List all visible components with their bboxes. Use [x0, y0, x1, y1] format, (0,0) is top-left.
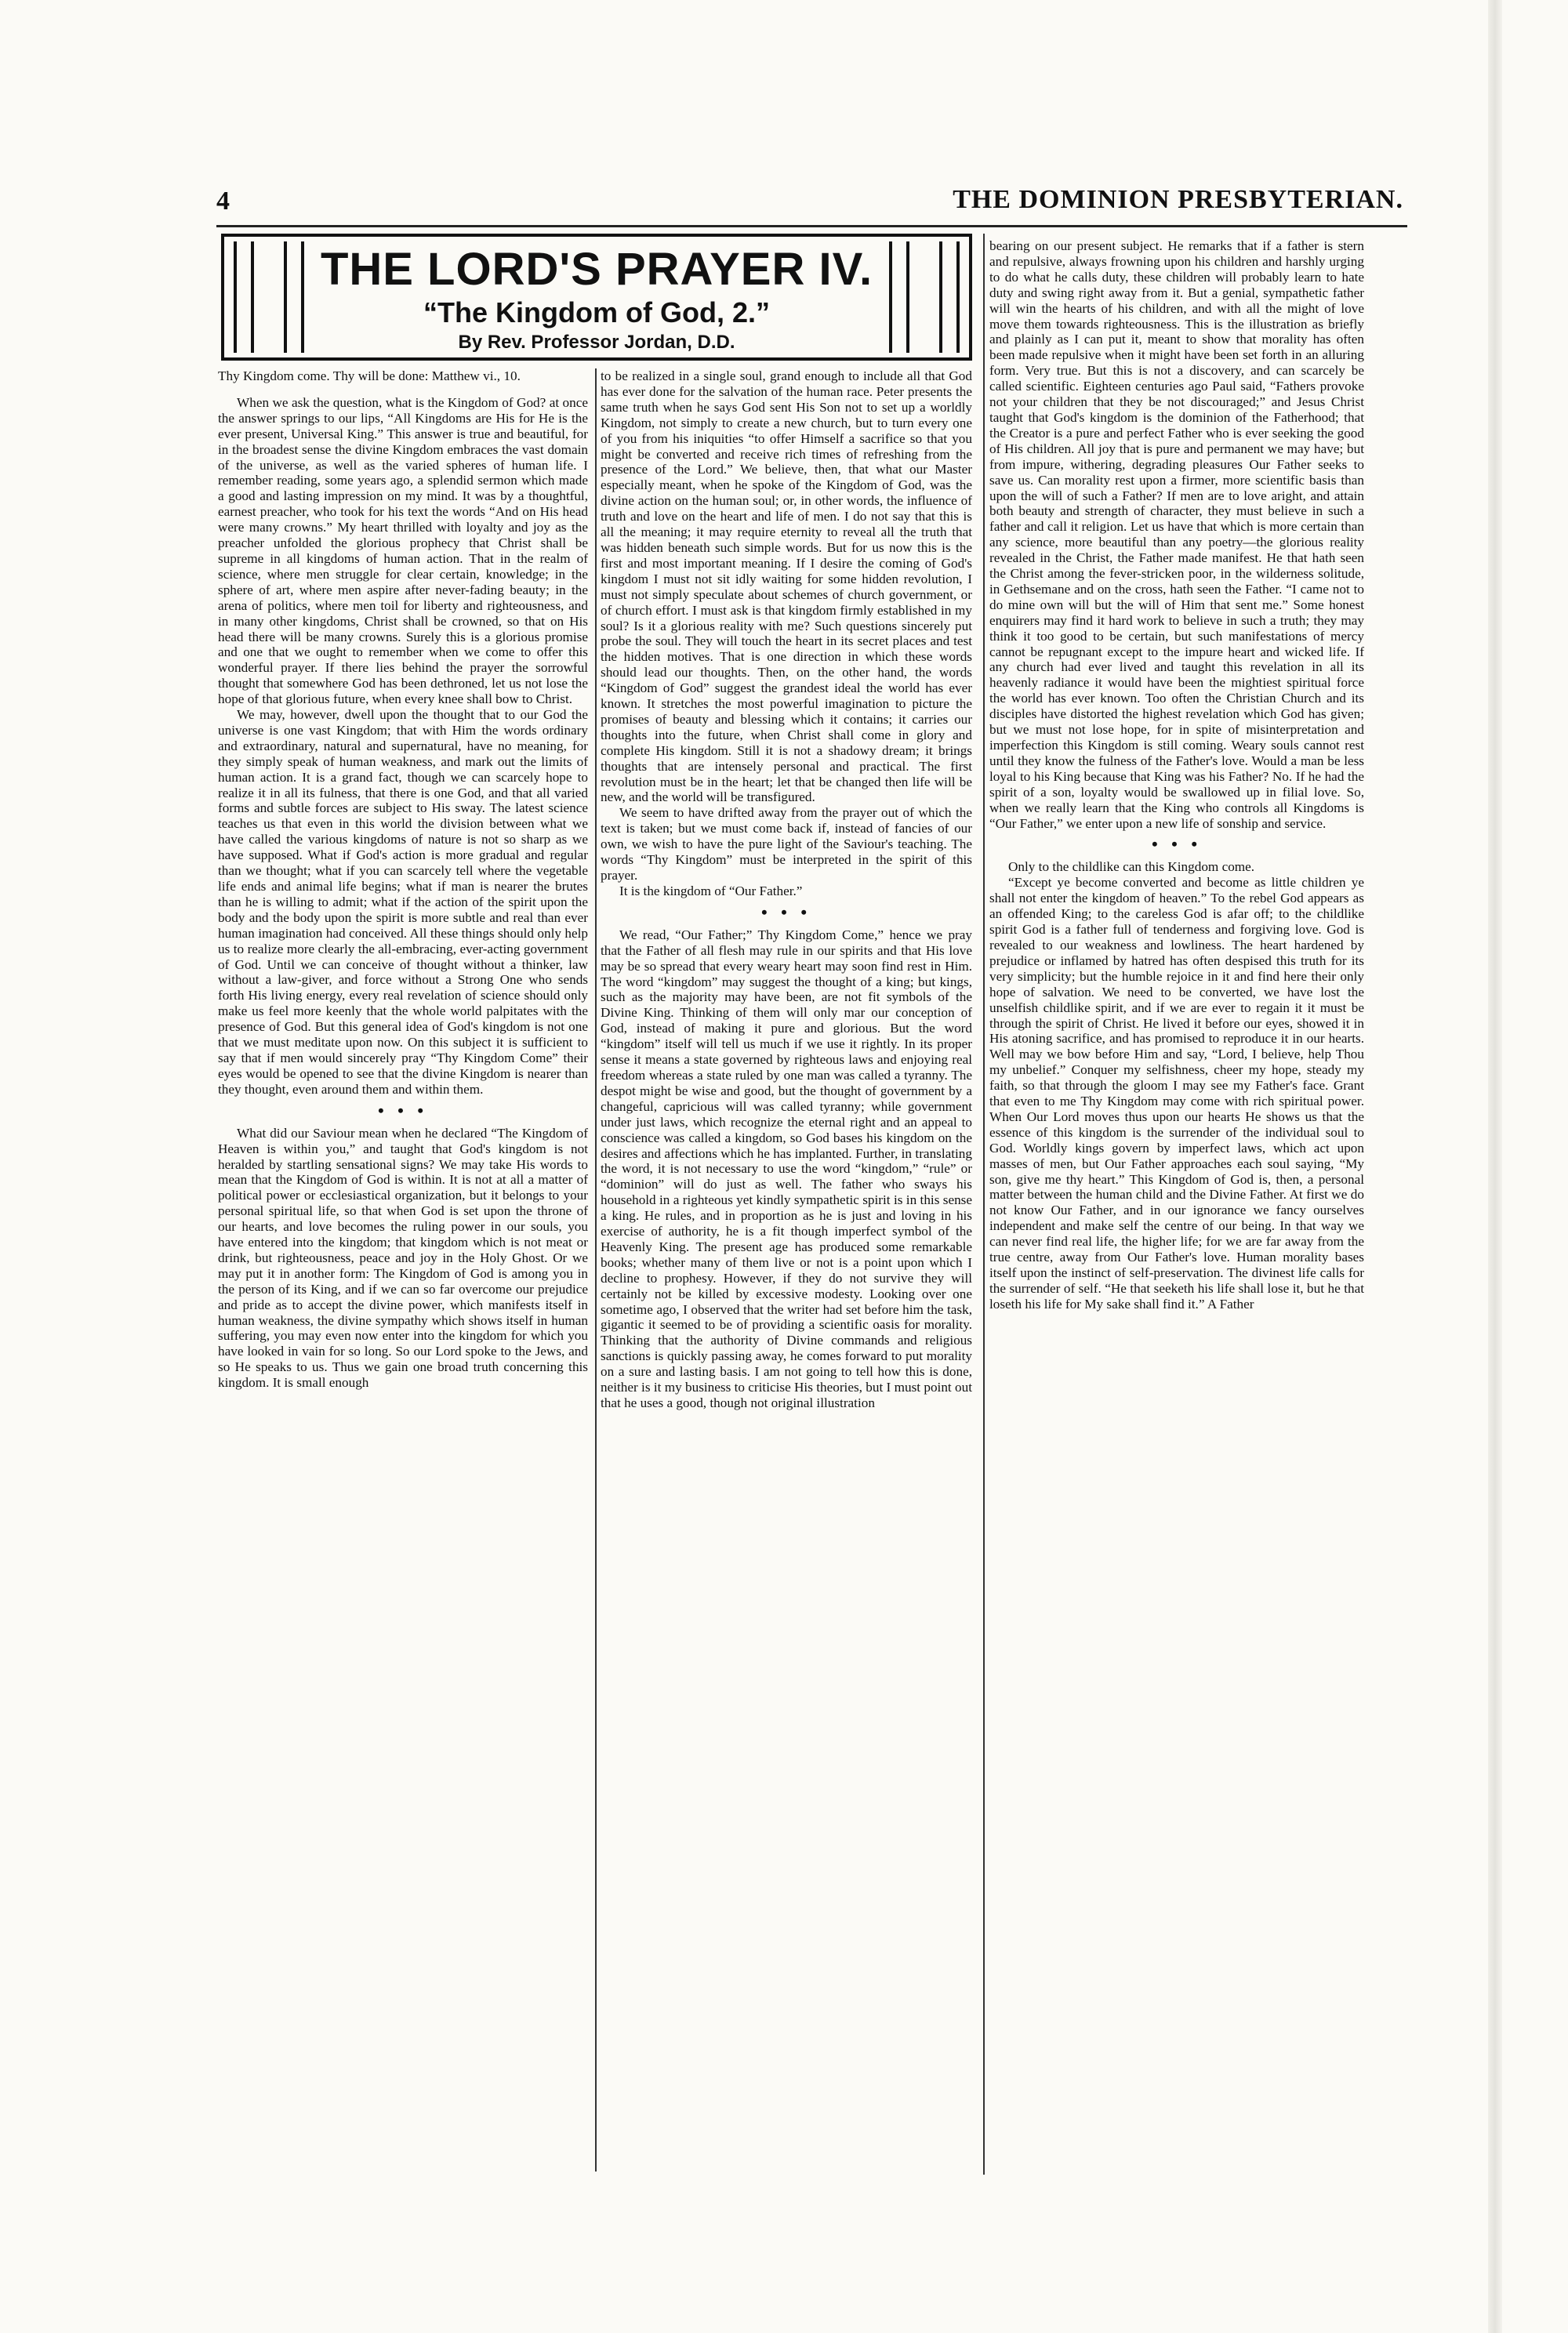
paragraph: When we ask the question, what is the Kingdom of God? at once the answer springs to our lips, “All Kingdoms are His for He is the ever present, Universal King.” This answer is true and beautiful, for in the broadest sense the divine Kingdom embraces the vast domain of the universe, as well as the varied spheres of human life. I remember reading, some years ago, a splendid sermon which made a good and lasting impression on my mind. It was by a thoughtful, earnest preacher, who took for his text the words “And on His head were many crowns.” My heart thrilled with loyalty and joy as the preacher unfolded the glorious prophecy that Christ shall be supreme in all kingdoms of human action. That in the realm of science, where men struggle for clear certain, knowledge; in the sphere of art, where men aspire after never-fading beauty; in the arena of politics, where men toil for liberty and righteousness, and in many other kingdoms, Christ shall be crowned, so that on His head there will be many crowns. Surely this is a glorious promise and one that we ought to remember when we come to offer this wonderful prayer. If there lies behind the prayer the sorrowful thought that somewhere God has been dethroned, let us not lose the hope of that glorious future, when every knee shall bow to Christ. — [218, 394, 588, 707]
paragraph: We seem to have drifted away from the prayer out of which the text is taken; but we must come back if, instead of fancies of our own, we wish to have the pure light of the Saviour's teaching. The words “Thy Kingdom” must be interpreted in the spirit of this prayer. — [601, 805, 972, 883]
title-border-ornament — [939, 241, 960, 353]
page-number: 4 — [216, 187, 230, 216]
paragraph: We may, however, dwell upon the thought that to our God the universe is one vast Kingdom; that with Him the words ordinary and extraordinary, natural and supernatural, have no meaning, for they simply speak of human weakness, and mark out the limits of human action. It is a grand fact, though we can scarcely hope to realize it in all its fulness, that there is one God, and that all varied forms and subtle forces are subject to His sway. The latest science teaches us that even in this world the division between what we have called the various kingdoms of nature is not so sharp as we have supposed. What if God's action is more gradual and regular than we thought; what if you can scarcely tell where the vegetable life ends and animal life begins; what if man is nearer the brutes than he is willing to admit; what if the action of the spirit upon the body and the body upon the spirit is more subtle and real than ever human imagination had conceived. All these things should only help us to realize more clearly the all-embracing, ever-acting government of God. Until we can conceive of thought without a thinker, law without a law-giver, and force without a Strong One who sends forth His living energy, every real revelation of science should only make us feel more keenly that the whole world palpitates with the presence of God. But this general idea of God's kingdom is not one that we must meditate upon now. On this subject it is sufficient to say that if men would sincerely pray “Thy Kingdom Come” their eyes would be opened to see that the divine Kingdom is nearer than they thought, even around them and within them. — [218, 707, 588, 1097]
column-1 — [218, 368, 588, 2172]
title-border-ornament — [234, 241, 254, 353]
paragraph: “Except ye become converted and become as little children ye shall not enter the kingdom of heaven.” To the rebel God appears as an offended King; to the careless God is afar off; to the childlike spirit God is a father full of tenderness and forgiving love. God is revealed to our weakness and lowliness. The heart hardened by prejudice or inflamed by hatred has often despised this truth for its very simplicity; but the humble rejoice in it and find here their only hope of salvation. We need to be converted, we have lost the unselfish childlike spirit, and if we are ever to regain it it must be through the spirit of Christ. He lived it before our eyes, showed it in His atoning sacrifice, and has promised to reproduce it in our hearts. Well may we bow before Him and say, “Lord, I believe, help Thou my unbelief.” Conquer my selfishness, cheer my hope, steady my faith, so that through the gloom I may see my Father's face. Grant that even to me Thy Kingdom may come with rich spiritual power. When Our Lord moves thus upon our hearts He shows us that the essence of this kingdom is the surrender of the individual soul to God. Worldly kings govern by imperfect laws, which act upon masses of men, but Our Father approaches each soul saying, “My son, give me thy heart.” This Kingdom of God is, then, a personal matter between the human child and the Divine Father. At first we do not know Our Father, and in our ignorance we fancy ourselves independent and make self the centre of our being. In that way we can never find real life, the higher life; for we are far away from the true centre, away from Our Father's love. Human morality bases itself upon the instinct of self-preservation. The divinest life calls for the surrender of self. “He that seeketh his life shall lose it, but he that loseth his life for My sake shall find it.” A Father — [989, 875, 1364, 1312]
article-title: THE LORD'S PRAYER IV. — [320, 244, 873, 295]
page-fold-shadow — [1488, 0, 1502, 2333]
article-byline: By Rev. Professor Jordan, D.D. — [458, 332, 735, 353]
column-rule — [983, 234, 985, 2175]
paragraph: to be realized in a single soul, grand enough to include all that God has ever done for the salvation of the human race. Peter presents the same truth when he says God sent His Son not to set up a worldly Kingdom, not simply to create a new church, but to turn every one of you from his iniquities “to offer Himself a sacrifice so that you might be converted and receive rich times of refreshing from the presence of the Lord.” We believe, then, that what our Master especially meant, when he spoke of the Kingdom of God, was the divine action on the human soul; or, in other words, the influence of truth and love on the heart and life of men. I do not say that this is all the meaning; it may require eternity to reveal all the truth that was hidden beneath such simple words. But for us now this is the first and most important meaning. If I desire the coming of God's kingdom I must not sit idly waiting for some hidden revolution, I must not simply speculate about schemes of church government, or of church effort. I must ask is that kingdom firmly established in my soul? Is it a glorious reality with me? Such questions sincerely put probe the soul. They will touch the heart in its secret places and test the hidden motives. That is one direction in which these words should lead our thoughts. Then, on the other hand, the words “Kingdom of God” suggest the grandest ideal the world has ever known. It stretches the most powerful imagination to picture the promises of beauty and blessing which it contains; it carries our thoughts into the future, when Christ shall come in glory and complete His kingdom. Still it is not a shadowy dream; it brings thoughts that are intensely personal and practical. The first revolution must be in the heart; let that be changed then life will be new, and the world will be transfigured. — [601, 368, 972, 805]
column-rule — [595, 368, 597, 2172]
paragraph: Only to the childlike can this Kingdom come. — [1008, 859, 1255, 875]
paragraph: bearing on our present subject. He remarks that if a father is stern and repulsive, always frowning upon his children and harshly urging to do what he calls duty, these children will probably learn to hate duty and swing right away from it. But a genial, sympathetic father will win the hearts of his children, and with all the might of love move them towards righteousness. This is the illustration as briefly and plainly as I can put it, meant to show that morality has often been made repulsive when it might have been set forth in an alluring form. Very true. But this is not a discovery, and can scarcely be called scientific. Eighteen centuries ago Paul said, “Fathers provoke not your children that they be not discouraged;” and Jesus Christ taught that God's kingdom is the dominion of the Fatherhood; that the Creator is a pure and perfect Father who is ever seeking the good of His children. All joy that is pure and permanent we may have; but from impure, withering, degrading pleasures Our Father seeks to save us. Can morality rest upon a firmer, more scientific basis than upon the will of such a Father? If men are to love aright, and attain both beauty and strength of character, they must believe in such a father and call it religion. Let us have that which is more certain than any science, more beautiful than any poetry—the glorious reality revealed in the Christ, the Father made manifest. He that hath seen the Christ among the fever-stricken poor, in the wilderness solitude, in Gethsemane and on the cross, hath seen the Father. “I came not to do mine own will but the will of Him that sent me.” Some honest enquirers may find it hard work to believe in such a truth; they may think it too good to be certain, but such manifestations of mercy cannot be repugnant except to the impure heart and wicked life. If any church had ever lived and taught this revelation in all its heavenly radiance it would have been the mightiest spiritual force the world has ever known. Too often the Christian Church and its disciples have distorted the highest revelation which God has given; but we must not lose hope, for in spite of misinterpretation and imperfection this Kingdom is still coming. Weary souls cannot rest until they know the fulness of the Father's love. Would a man be less loyal to his King because that King was his Father? No. If he had the spirit of a son, loyalty would be swallowed up in filial love. So, when we really learn that the King who controls all Kingdoms is “Our Father,” we enter upon a new life of sonship and service. — [989, 238, 1364, 831]
column-3 — [989, 238, 1364, 2175]
article-subtitle: “The Kingdom of God, 2.” — [423, 296, 770, 328]
section-separator: • • • — [760, 902, 812, 922]
column-2 — [601, 368, 972, 2172]
section-separator: • • • — [377, 1100, 429, 1120]
article-title-box — [221, 234, 972, 361]
running-head: THE DOMINION PRESBYTERIAN. — [953, 185, 1403, 214]
paragraph: We read, “Our Father;” Thy Kingdom Come,” hence we pray that the Father of all flesh may rule in our spirits and that His love may be so spread that every weary heart may soon find rest in Him. The word “kingdom” may suggest the thought of a king; but kings, such as the majority may have been, are not fit symbols of the Divine King. Thinking of them will only mar our conception of God, instead of making it pure and glorious. But the word “kingdom” itself will tell us much if we use it rightly. In its proper sense it means a state governed by righteous laws and enjoying real freedom whereas a state ruled by one man was called a tyranny. The despot might be wise and good, but the thought of government by a changeful, capricious will was called tyranny; while government under just laws, which recognize the eternal right and an appeal to conscience was called a kingdom, so God bases his kingdom on the desires and affections which he has implanted. Further, in translating the word, it is not necessary to use the word “kingdom,” “rule” or “dominion” will do just as well. The father who sways his household in a righteous yet kindly sympathetic spirit is in this sense a king. He rules, and in proportion as he is just and loving in his exercise of authority, he is a fit though imperfect symbol of the Heavenly King. The present age has produced some remarkable books; whether many of them live or not is a point upon which I decline to prophesy. However, if they do not survive they will certainly not be killed by excessive modesty. Looking over one sometime ago, I observed that the writer had set before him the task, gigantic it seemed to be of providing a scientific oasis for morality. Thinking that the authority of Divine commands and religious sanctions is quickly passing away, he comes forward to put morality on a sure and lasting basis. I am not going to tell how this is done, neither is it my business to criticise His theories, but I must point out that he uses a good, though not original illustration — [601, 927, 972, 1410]
title-border-ornament — [889, 241, 909, 353]
title-border-ornament — [284, 241, 304, 353]
paragraph: It is the kingdom of “Our Father.” — [619, 883, 803, 898]
paragraph: What did our Saviour mean when he declared “The Kingdom of Heaven is within you,” and taught that God's kingdom is not heralded by startling sensational signs? We may take His words to mean that the Kingdom of God is within. It is not at all a matter of political power or ecclesiastical organization, but it belongs to your personal spiritual life, so that when God is set upon the throne of our hearts, and love becomes the ruling power in our souls, you have entered into the kingdom; that kingdom which is not meat or drink, but righteousness, peace and joy in the Holy Ghost. Or we may put it in another form: The Kingdom of God is among you in the person of its King, and if we can so far overcome our prejudice and pride as to accept the divine power, which manifests itself in human weakness, the divine sympathy which shows itself in human suffering, you may even now enter into the kingdom for which you have looked in vain for so long. So our Lord spoke to the Jews, and so He speaks to us. Thus we gain one broad truth concerning this kingdom. It is small enough — [218, 1125, 588, 1391]
header-rule — [216, 225, 1407, 227]
title-text-block — [318, 243, 875, 356]
scripture-text: Thy Kingdom come. Thy will be done: Matthew vi., 10. — [218, 368, 521, 383]
section-separator: • • • — [1151, 834, 1203, 854]
